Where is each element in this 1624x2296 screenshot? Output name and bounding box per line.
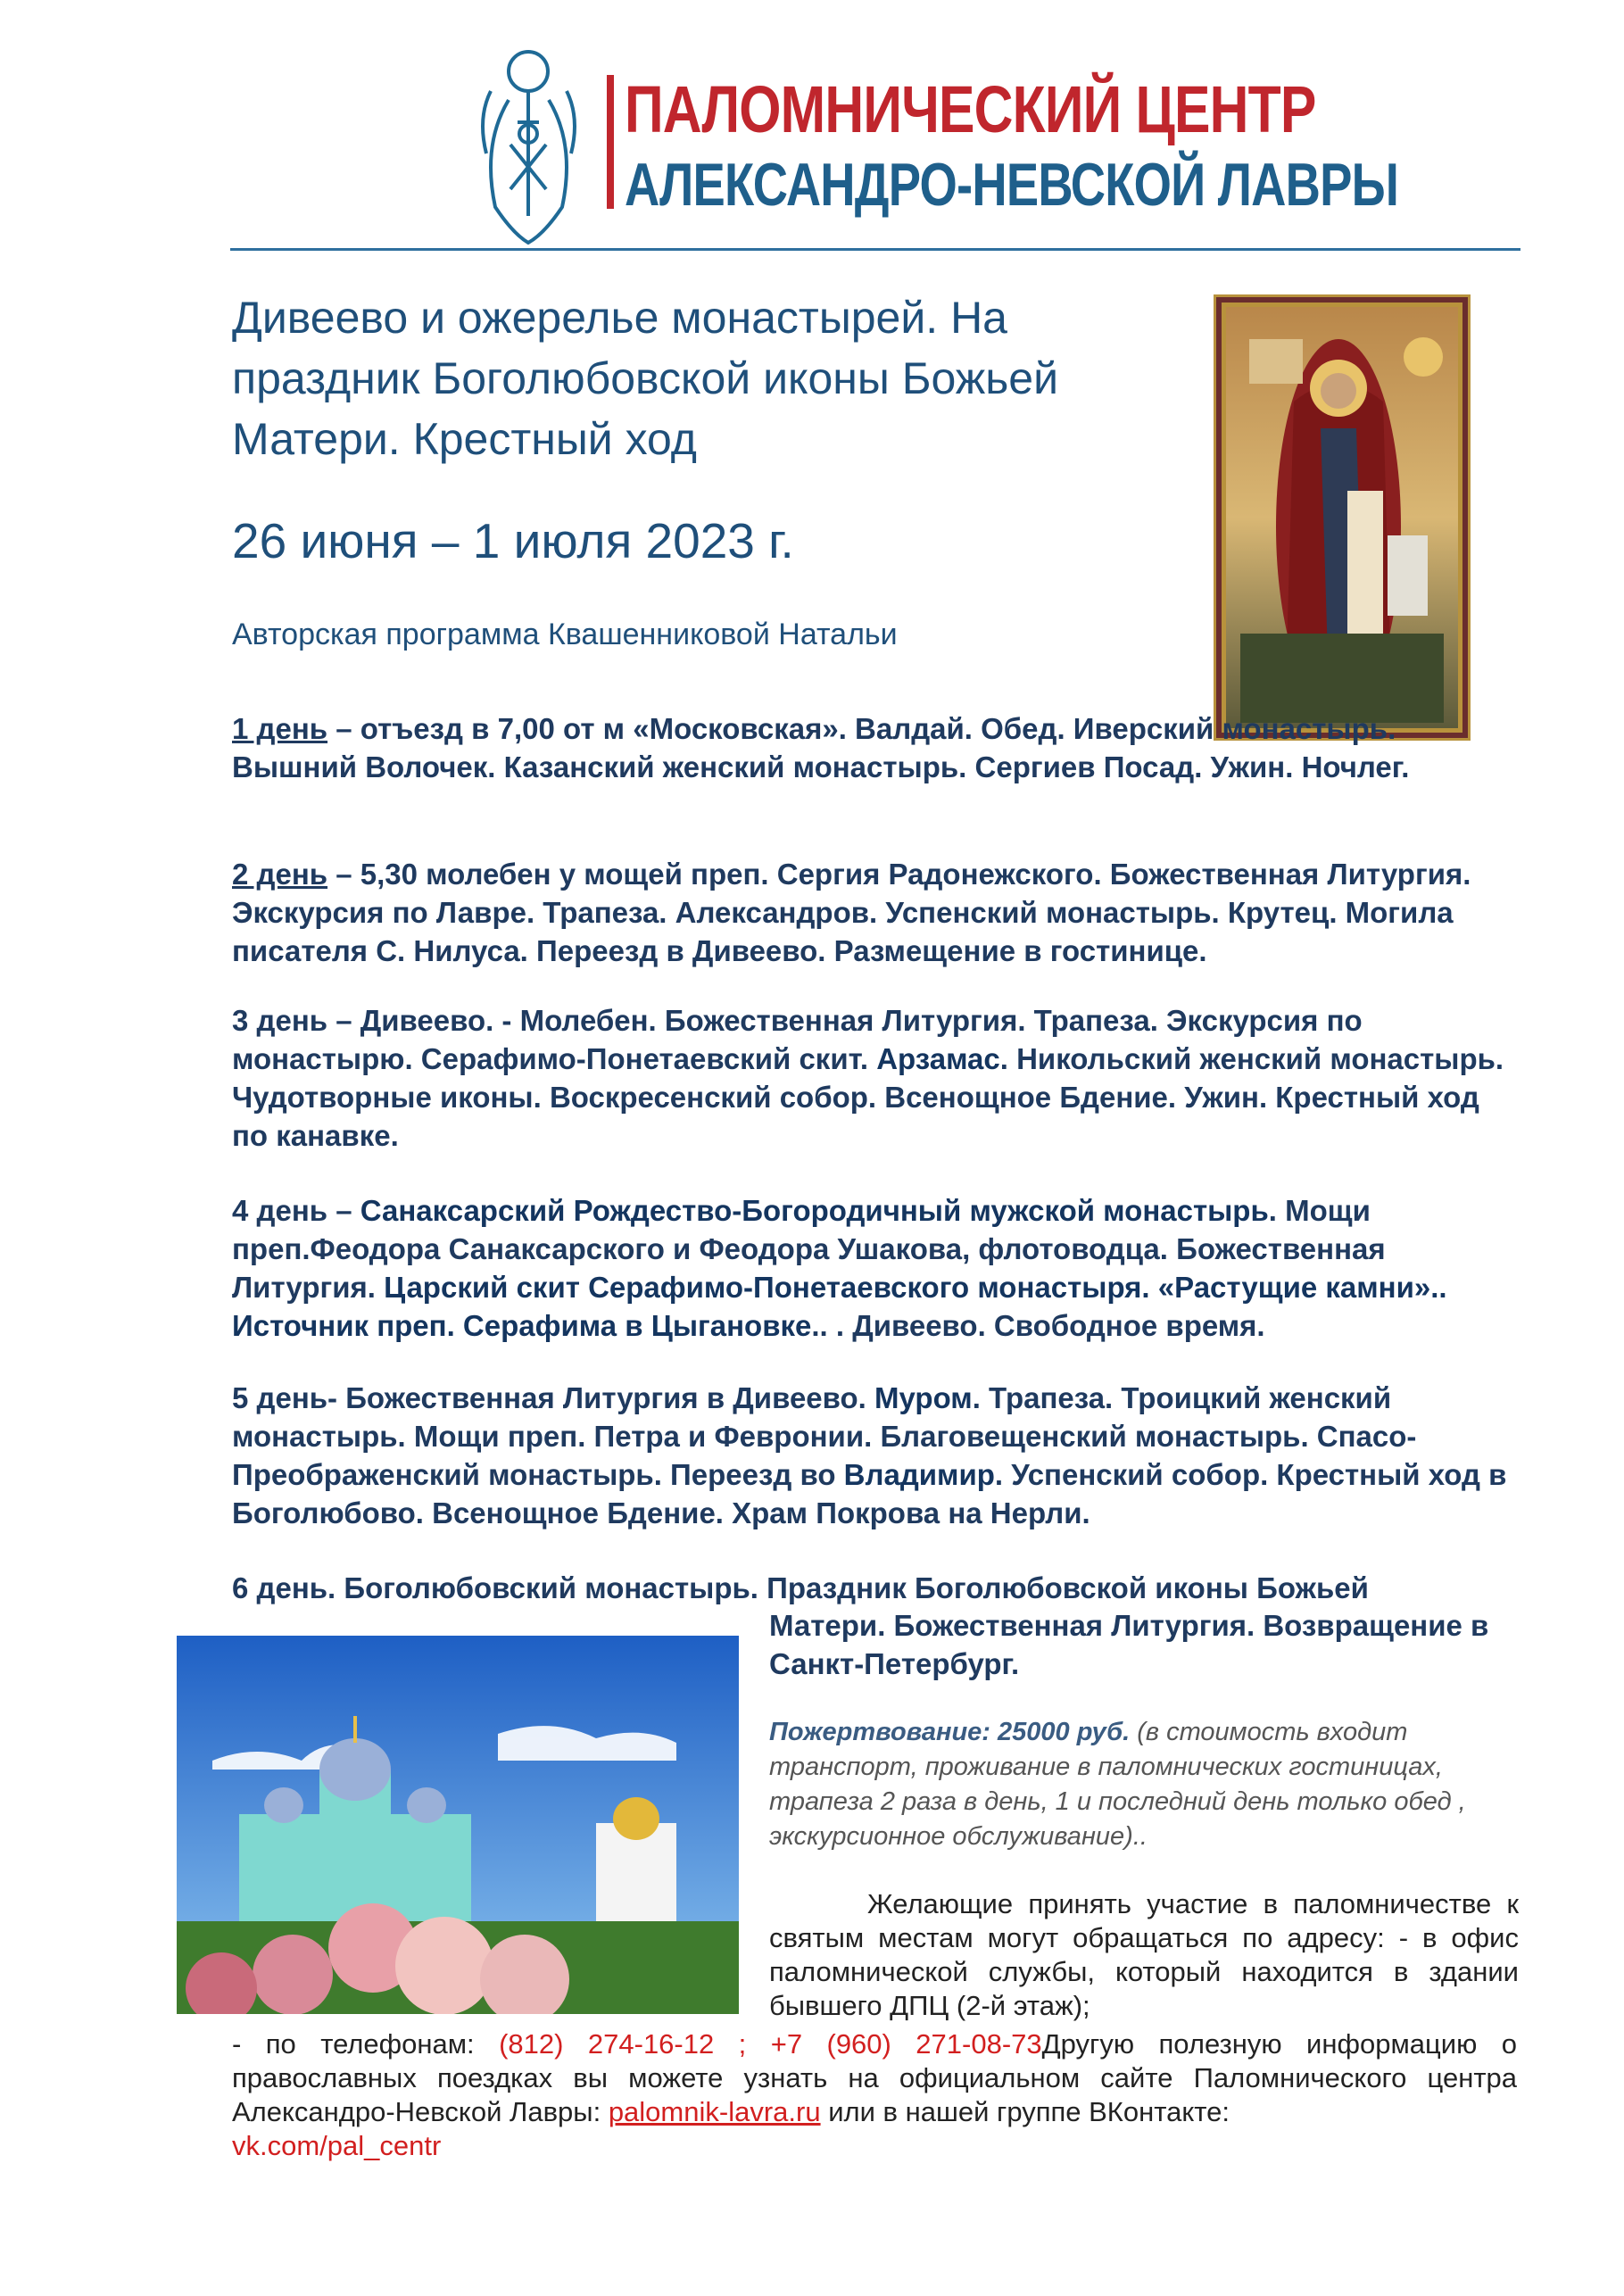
day-4-text-b: . Мощи преп.Феодора Санаксарского и Феодора Ушакова, флотоводца. Божественная Литургия. [232,1194,1386,1304]
day-2-label: 2 день [232,858,328,891]
tour-author: Авторская программа Квашенниковой Натальи [232,618,898,651]
day-5-text-b: . Трапеза. Троицкий женский монастырь. Мощи преп. Петра и Февронии. Благовещенский монастырь. Спасо-Преображенский монастырь. Переезд во [232,1381,1417,1491]
day-4-text-a: 4 день – [232,1194,360,1227]
day-6-line2: Матери. Божественная Литургия. Возвращение в Санкт-Петербург. [769,1609,1489,1680]
vk-link[interactable]: vk.com/pal_centr [232,2130,442,2161]
tour-title: Дивеево и ожерелье монастырей. На праздник Боголюбовской иконы Божьей Матери. Крестный ход [232,293,1059,464]
day-5-text-a: 5 день- Божественная Литургия в Дивеево. [232,1381,874,1414]
info-text: Другую полезную информацию о православных поездках вы можете узнать на официальном сайте Паломнического центра Александро-Невской Лавры: [232,2028,1518,2127]
day-3-paragraph [232,1001,1517,1155]
header-rule [230,248,1520,251]
header-divider-bar [607,75,614,209]
phones-label: - по телефонам: [232,2028,500,2060]
day-2-text: – 5,30 молебен у мощей преп. Сергия Радонежского. Божественная Литургия. Экскурсия по Лавре. Трапеза. Александров. Успенский монастырь. Крутец. Могила писателя С. Нилуса. Переезд в Дивеево. Размещение в гостинице. [232,858,1471,967]
donation-amount: Пожертвование: 25000 руб. [769,1718,1131,1746]
contact-intro: Желающие принять участие в паломничестве к святым местам могут обращаться по адресу: - в офис паломнической службы, который находится в здании бывшего ДПЦ (2-й этаж); [769,1888,1519,2021]
day-5-highlight-2: Владимир [843,1458,995,1491]
tour-dates: 26 июня – 1 июля 2023 г. [232,513,794,568]
day-4-highlight-1: Санаксарский Рождество-Богородичный мужской монастырь [360,1194,1269,1227]
angel-emblem-icon [473,37,584,252]
day-4-highlight-2: Царский скит Серафимо-Понетаевского монастыря. «Растущие камни».. Источник преп. Серафима в Цыгановке [232,1271,1447,1342]
theotokos-icon-image [1214,294,1471,741]
donation-block [769,1715,1519,1854]
phone-numbers[interactable]: (812) 274-16-12 ; +7 (960) 271-08-73 [499,2028,1042,2060]
day-3-label: 3 день [232,1004,328,1037]
vk-group-text: или в нашей группе ВКонтакте: [820,2096,1230,2127]
day-3-highlight: Арзамас [876,1042,1000,1075]
donation-details: (в стоимость входит транспорт, проживание в паломнических гостиницах, трапеза 2 раза в день, 1 и последний день только обед , экскурсионное обслуживание).. [769,1718,1466,1851]
day-4-paragraph [232,1191,1517,1345]
day-5-paragraph [232,1379,1517,1532]
day-2-paragraph [232,855,1517,970]
day-5-highlight-1: Муром [874,1381,973,1414]
day-1-paragraph [232,709,1517,786]
day-3-text-b: . Никольский женский монастырь. Чудотворные иконы. Воскресенский собор. Всенощное Бдение. Ужин. Крестный ход по канавке. [232,1042,1504,1152]
org-name-line2: АЛЕКСАНДРО-НЕВСКОЙ ЛАВРЫ [625,151,1399,219]
site-link[interactable]: palomnik-lavra.ru [608,2096,821,2127]
diveevo-monastery-photo [177,1636,739,2014]
contact-paragraph [232,2027,1517,2163]
day-1-text: – отъезд в 7,00 от м «Московская». Валдай. Обед. Иверский монастырь. Вышний Волочек. Казанский женский монастырь. Сергиев Посад. Ужин. Ночлег. [232,712,1410,783]
day-3-text-a: – Дивеево. - Молебен. Божественная Литургия. Трапеза. Экскурсия по монастырю. Серафимо-Понетаевский скит. [232,1004,1363,1075]
day-1-label: 1 день [232,712,328,745]
day-5-text-c: . Успенский собор. Крестный ход в Боголюбово. Всенощное Бдение. Храм Покрова на Нерли. [232,1458,1507,1529]
org-name-line1: ПАЛОМНИЧЕСКИЙ ЦЕНТР [625,72,1316,146]
day-6-line1: 6 день. Боголюбовский монастырь. Праздник Боголюбовской иконы Божьей [232,1571,1369,1604]
day-4-text-c: .. . Дивеево. Свободное время. [811,1309,1265,1342]
